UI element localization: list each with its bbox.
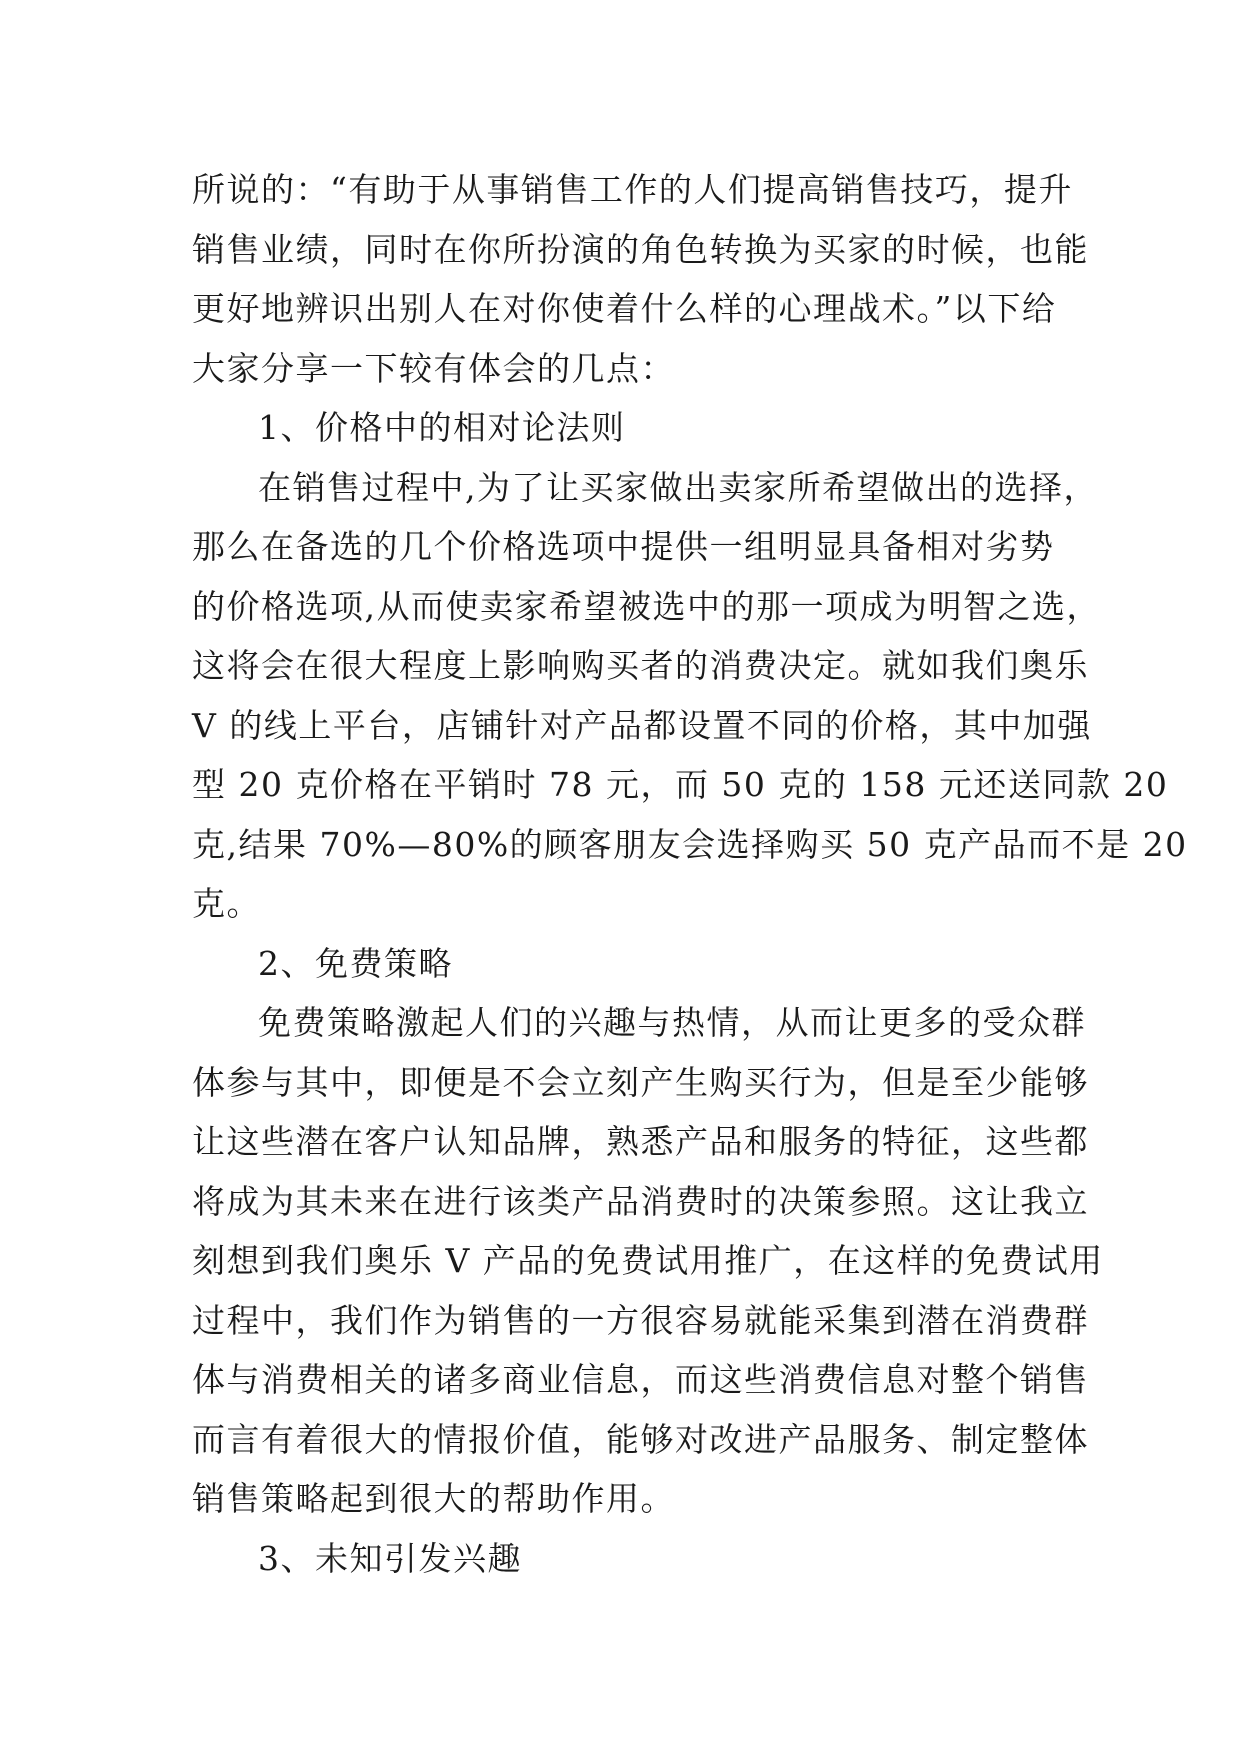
text-line: 销售策略起到很大的帮助作用。 xyxy=(192,1479,675,1518)
section-heading-1: 1、价格中的相对论法则 xyxy=(258,408,626,447)
text-line: 所说的：“有助于从事销售工作的人们提高销售技巧，提升 xyxy=(192,170,1073,209)
text-line: 克,结果 70%—80%的顾客朋友会选择购买 50 克产品而不是 20 xyxy=(192,824,1188,864)
text-line: 这将会在很大程度上影响购买者的消费决定。就如我们奥乐 xyxy=(192,646,1089,685)
text-line: 的价格选项,从而使卖家希望被选中的那一项成为明智之选， xyxy=(192,586,1101,626)
text-line: 克。 xyxy=(192,884,261,923)
text-line: 体与消费相关的诸多商业信息，而这些消费信息对整个销售 xyxy=(192,1360,1089,1399)
section-heading-3: 3、未知引发兴趣 xyxy=(258,1538,522,1578)
text-line: 型 20 克价格在平销时 78 元，而 50 克的 158 元还送同款 20 xyxy=(192,765,1169,804)
text-line: 销售业绩，同时在你所扮演的角色转换为买家的时候，也能 xyxy=(192,229,1089,269)
text-line: 大家分享一下较有体会的几点： xyxy=(192,348,675,388)
document-body xyxy=(192,160,1188,1588)
text-line: 体参与其中，即便是不会立刻产生购买行为，但是至少能够 xyxy=(192,1062,1089,1102)
text-line: V 的线上平台，店铺针对产品都设置不同的价格，其中加强 xyxy=(192,705,1092,745)
paragraph-start: 免费策略激起人们的兴趣与热情，从而让更多的受众群 xyxy=(258,1003,1086,1042)
text-line: 那么在备选的几个价格选项中提供一组明显具备相对劣势 xyxy=(192,527,1055,566)
text-line: 过程中，我们作为销售的一方很容易就能采集到潜在消费群 xyxy=(192,1300,1089,1340)
text-line: 让这些潜在客户认知品牌，熟悉产品和服务的特征，这些都 xyxy=(192,1122,1089,1161)
text-line: 更好地辨识出别人在对你使着什么样的心理战术。”以下给 xyxy=(192,289,1057,328)
section-heading-2: 2、免费策略 xyxy=(258,943,453,983)
text-line: 而言有着很大的情报价值，能够对改进产品服务、制定整体 xyxy=(192,1419,1089,1459)
text-line: 将成为其未来在进行该类产品消费时的决策参照。这让我立 xyxy=(192,1181,1089,1221)
paragraph-start: 在销售过程中,为了让买家做出卖家所希望做出的选择， xyxy=(258,467,1098,507)
text-line: 刻想到我们奥乐 V 产品的免费试用推广，在这样的免费试用 xyxy=(192,1241,1104,1280)
